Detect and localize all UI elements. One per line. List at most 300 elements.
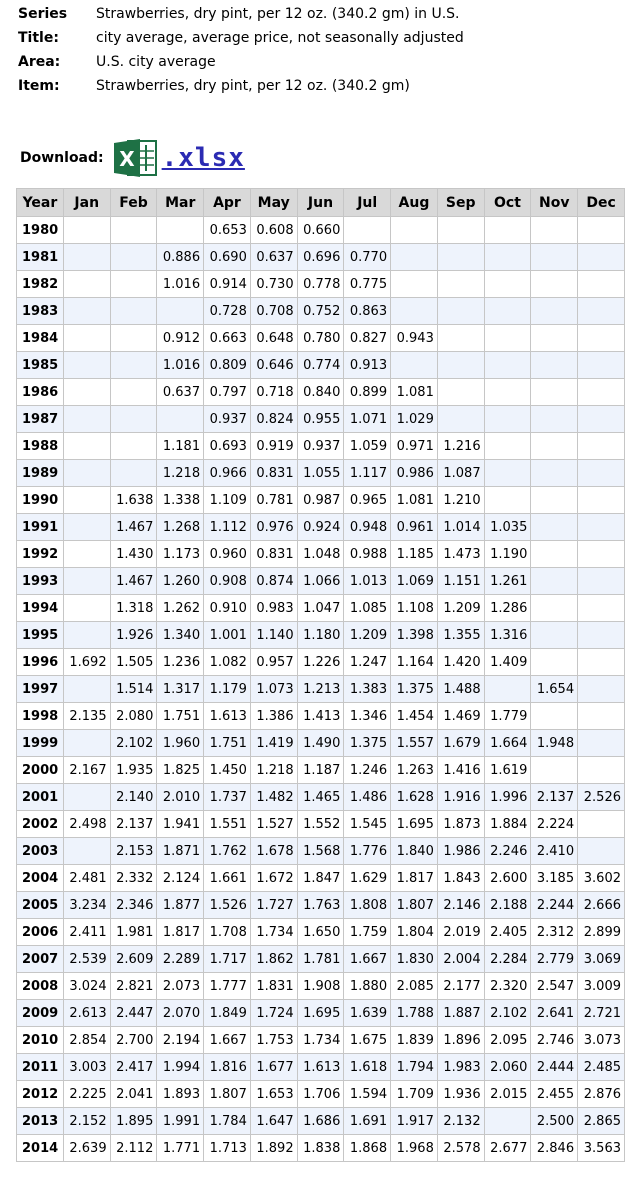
value-cell: [63, 217, 110, 244]
value-cell: 1.759: [344, 919, 391, 946]
value-cell: 1.709: [391, 1081, 438, 1108]
value-cell: 2.085: [391, 973, 438, 1000]
value-cell: 2.405: [484, 919, 531, 946]
value-cell: [531, 271, 578, 298]
value-cell: [157, 406, 204, 433]
value-cell: 0.840: [297, 379, 344, 406]
value-cell: [110, 244, 157, 271]
value-cell: [531, 595, 578, 622]
value-cell: [484, 1108, 531, 1135]
value-cell: 1.180: [297, 622, 344, 649]
table-row: [17, 595, 625, 622]
value-cell: [578, 730, 625, 757]
table-row: [17, 244, 625, 271]
value-cell: 1.450: [204, 757, 251, 784]
value-cell: 1.667: [204, 1027, 251, 1054]
value-cell: 1.779: [484, 703, 531, 730]
value-cell: 1.647: [250, 1108, 297, 1135]
value-cell: 2.447: [110, 1000, 157, 1027]
value-cell: 2.411: [63, 919, 110, 946]
value-cell: 1.877: [157, 892, 204, 919]
value-cell: 1.804: [391, 919, 438, 946]
value-cell: 1.055: [297, 460, 344, 487]
value-cell: 1.527: [250, 811, 297, 838]
table-row: [17, 487, 625, 514]
column-header: Nov: [531, 189, 578, 217]
year-cell: 2009: [17, 1000, 64, 1027]
value-cell: 1.724: [250, 1000, 297, 1027]
value-cell: 2.146: [437, 892, 484, 919]
value-cell: 1.751: [204, 730, 251, 757]
value-cell: 2.666: [578, 892, 625, 919]
year-cell: 1987: [17, 406, 64, 433]
year-cell: 2006: [17, 919, 64, 946]
value-cell: 0.961: [391, 514, 438, 541]
column-header: Jan: [63, 189, 110, 217]
value-cell: 1.613: [297, 1054, 344, 1081]
value-cell: 0.690: [204, 244, 251, 271]
value-cell: 3.003: [63, 1054, 110, 1081]
value-cell: 1.014: [437, 514, 484, 541]
value-cell: [63, 271, 110, 298]
value-cell: 1.948: [531, 730, 578, 757]
value-cell: 2.137: [110, 811, 157, 838]
value-cell: [531, 379, 578, 406]
value-cell: 1.613: [204, 703, 251, 730]
value-cell: 2.641: [531, 1000, 578, 1027]
value-cell: [578, 487, 625, 514]
table-row: [17, 757, 625, 784]
value-cell: 1.816: [204, 1054, 251, 1081]
value-cell: [484, 298, 531, 325]
value-cell: 0.663: [204, 325, 251, 352]
year-cell: 1998: [17, 703, 64, 730]
value-cell: 0.955: [297, 406, 344, 433]
table-row: [17, 541, 625, 568]
value-cell: [484, 460, 531, 487]
value-cell: 0.988: [344, 541, 391, 568]
value-cell: 1.081: [391, 379, 438, 406]
value-cell: 0.831: [250, 460, 297, 487]
value-cell: 0.780: [297, 325, 344, 352]
value-cell: 1.173: [157, 541, 204, 568]
value-cell: 0.966: [204, 460, 251, 487]
value-cell: 1.317: [157, 676, 204, 703]
value-cell: 2.854: [63, 1027, 110, 1054]
table-row: [17, 946, 625, 973]
value-cell: 1.187: [297, 757, 344, 784]
value-cell: 0.863: [344, 298, 391, 325]
table-row: [17, 460, 625, 487]
value-cell: [578, 703, 625, 730]
value-cell: 2.284: [484, 946, 531, 973]
value-cell: 1.482: [250, 784, 297, 811]
value-cell: [437, 325, 484, 352]
value-cell: 0.752: [297, 298, 344, 325]
meta-row-series: [18, 2, 464, 26]
year-cell: 1990: [17, 487, 64, 514]
value-cell: 1.151: [437, 568, 484, 595]
value-cell: [531, 460, 578, 487]
value-cell: 1.677: [250, 1054, 297, 1081]
table-row: [17, 730, 625, 757]
value-cell: 1.619: [484, 757, 531, 784]
value-cell: 1.213: [297, 676, 344, 703]
value-cell: 2.526: [578, 784, 625, 811]
value-cell: 1.734: [297, 1027, 344, 1054]
value-cell: [344, 217, 391, 244]
value-cell: 1.777: [204, 973, 251, 1000]
table-row: [17, 1027, 625, 1054]
year-cell: 1983: [17, 298, 64, 325]
value-cell: 2.041: [110, 1081, 157, 1108]
value-cell: 1.839: [391, 1027, 438, 1054]
year-cell: 1995: [17, 622, 64, 649]
year-cell: 1999: [17, 730, 64, 757]
value-cell: [578, 433, 625, 460]
title-value: city average, average price, not seasonally adjusted: [96, 30, 464, 46]
value-cell: 1.667: [344, 946, 391, 973]
value-cell: 1.013: [344, 568, 391, 595]
value-cell: 1.708: [204, 919, 251, 946]
table-row: [17, 271, 625, 298]
value-cell: 1.247: [344, 649, 391, 676]
value-cell: [157, 217, 204, 244]
value-cell: 0.770: [344, 244, 391, 271]
value-cell: 1.941: [157, 811, 204, 838]
value-cell: 1.409: [484, 649, 531, 676]
value-cell: 1.896: [437, 1027, 484, 1054]
value-cell: 1.209: [344, 622, 391, 649]
value-cell: [578, 325, 625, 352]
value-cell: 1.465: [297, 784, 344, 811]
value-cell: [110, 406, 157, 433]
value-cell: 2.332: [110, 865, 157, 892]
value-cell: 1.262: [157, 595, 204, 622]
value-cell: [531, 514, 578, 541]
value-cell: 2.070: [157, 1000, 204, 1027]
value-cell: [531, 325, 578, 352]
value-cell: 1.338: [157, 487, 204, 514]
table-row: [17, 973, 625, 1000]
value-cell: 1.808: [344, 892, 391, 919]
value-cell: [531, 217, 578, 244]
year-cell: 1988: [17, 433, 64, 460]
value-cell: 2.455: [531, 1081, 578, 1108]
value-cell: [63, 676, 110, 703]
value-cell: 1.908: [297, 973, 344, 1000]
value-cell: 1.209: [437, 595, 484, 622]
year-cell: 1997: [17, 676, 64, 703]
value-cell: [110, 217, 157, 244]
value-cell: [578, 379, 625, 406]
table-row: [17, 433, 625, 460]
value-cell: 2.865: [578, 1108, 625, 1135]
value-cell: 1.873: [437, 811, 484, 838]
year-cell: 1992: [17, 541, 64, 568]
value-cell: [63, 433, 110, 460]
year-cell: 2014: [17, 1135, 64, 1162]
year-cell: 2013: [17, 1108, 64, 1135]
value-cell: 0.827: [344, 325, 391, 352]
value-cell: 1.628: [391, 784, 438, 811]
value-cell: 2.539: [63, 946, 110, 973]
value-cell: [437, 298, 484, 325]
value-cell: 1.654: [531, 676, 578, 703]
value-cell: [578, 406, 625, 433]
year-cell: 1984: [17, 325, 64, 352]
value-cell: 1.112: [204, 514, 251, 541]
value-cell: 0.908: [204, 568, 251, 595]
year-cell: 2010: [17, 1027, 64, 1054]
value-cell: 1.047: [297, 595, 344, 622]
value-cell: 1.807: [204, 1081, 251, 1108]
value-cell: [578, 622, 625, 649]
value-cell: 0.797: [204, 379, 251, 406]
xlsx-download-link[interactable]: .xlsx: [161, 143, 245, 173]
value-cell: [531, 487, 578, 514]
value-cell: 1.117: [344, 460, 391, 487]
year-cell: 1981: [17, 244, 64, 271]
value-cell: [437, 271, 484, 298]
value-cell: 2.289: [157, 946, 204, 973]
value-cell: [110, 460, 157, 487]
series-value: Strawberries, dry pint, per 12 oz. (340.2 gm) in U.S.: [96, 6, 460, 22]
column-header: Jun: [297, 189, 344, 217]
value-cell: 0.637: [250, 244, 297, 271]
value-cell: 2.244: [531, 892, 578, 919]
value-cell: 1.490: [297, 730, 344, 757]
value-cell: 1.505: [110, 649, 157, 676]
value-cell: 1.880: [344, 973, 391, 1000]
item-label: Item:: [18, 78, 60, 94]
value-cell: 0.648: [250, 325, 297, 352]
value-cell: 2.153: [110, 838, 157, 865]
value-cell: [63, 541, 110, 568]
value-cell: 2.821: [110, 973, 157, 1000]
area-label: Area:: [18, 54, 61, 70]
value-cell: 1.794: [391, 1054, 438, 1081]
value-cell: 2.410: [531, 838, 578, 865]
value-cell: [578, 244, 625, 271]
value-cell: 2.779: [531, 946, 578, 973]
value-cell: 0.971: [391, 433, 438, 460]
value-cell: 2.500: [531, 1108, 578, 1135]
year-cell: 2003: [17, 838, 64, 865]
value-cell: [484, 406, 531, 433]
year-cell: 1996: [17, 649, 64, 676]
value-cell: 3.009: [578, 973, 625, 1000]
value-cell: 1.629: [344, 865, 391, 892]
value-cell: 2.102: [484, 1000, 531, 1027]
value-cell: 1.140: [250, 622, 297, 649]
year-cell: 1986: [17, 379, 64, 406]
value-cell: 1.551: [204, 811, 251, 838]
year-cell: 1989: [17, 460, 64, 487]
value-cell: 0.960: [204, 541, 251, 568]
value-cell: [531, 568, 578, 595]
value-cell: 1.753: [250, 1027, 297, 1054]
value-cell: 0.809: [204, 352, 251, 379]
value-cell: 1.413: [297, 703, 344, 730]
value-cell: 1.059: [344, 433, 391, 460]
value-cell: [484, 325, 531, 352]
value-cell: 1.996: [484, 784, 531, 811]
value-cell: 0.874: [250, 568, 297, 595]
value-cell: 1.557: [391, 730, 438, 757]
value-cell: [63, 325, 110, 352]
value-cell: 2.112: [110, 1135, 157, 1162]
value-cell: 1.788: [391, 1000, 438, 1027]
value-cell: 0.948: [344, 514, 391, 541]
value-cell: 0.637: [157, 379, 204, 406]
value-cell: 1.236: [157, 649, 204, 676]
value-cell: 1.983: [437, 1054, 484, 1081]
table-row: [17, 811, 625, 838]
table-row: [17, 325, 625, 352]
value-cell: [578, 541, 625, 568]
value-cell: [578, 514, 625, 541]
value-cell: [531, 649, 578, 676]
value-cell: 2.677: [484, 1135, 531, 1162]
year-cell: 1982: [17, 271, 64, 298]
value-cell: 1.218: [157, 460, 204, 487]
value-cell: 2.746: [531, 1027, 578, 1054]
value-cell: 1.807: [391, 892, 438, 919]
value-cell: [391, 271, 438, 298]
value-cell: 2.167: [63, 757, 110, 784]
value-cell: 1.467: [110, 568, 157, 595]
value-cell: [63, 838, 110, 865]
table-row: [17, 568, 625, 595]
value-cell: [484, 352, 531, 379]
value-cell: [578, 298, 625, 325]
value-cell: 2.188: [484, 892, 531, 919]
value-cell: 2.578: [437, 1135, 484, 1162]
value-cell: 1.679: [437, 730, 484, 757]
value-cell: [110, 352, 157, 379]
value-cell: 1.001: [204, 622, 251, 649]
value-cell: [484, 676, 531, 703]
value-cell: 1.286: [484, 595, 531, 622]
table-row: [17, 298, 625, 325]
value-cell: 1.717: [204, 946, 251, 973]
table-row: [17, 622, 625, 649]
value-cell: 1.849: [204, 1000, 251, 1027]
value-cell: 1.469: [437, 703, 484, 730]
value-cell: 1.675: [344, 1027, 391, 1054]
table-row: [17, 1135, 625, 1162]
value-cell: 1.185: [391, 541, 438, 568]
value-cell: 1.488: [437, 676, 484, 703]
value-cell: 1.016: [157, 271, 204, 298]
column-header: Apr: [204, 189, 251, 217]
value-cell: 1.661: [204, 865, 251, 892]
value-cell: 0.965: [344, 487, 391, 514]
series-metadata: [18, 2, 464, 98]
value-cell: 1.073: [250, 676, 297, 703]
value-cell: 0.957: [250, 649, 297, 676]
value-cell: 1.552: [297, 811, 344, 838]
table-row: [17, 919, 625, 946]
value-cell: 2.015: [484, 1081, 531, 1108]
value-cell: 1.840: [391, 838, 438, 865]
value-cell: 1.071: [344, 406, 391, 433]
value-cell: 1.109: [204, 487, 251, 514]
value-cell: 1.594: [344, 1081, 391, 1108]
column-header: Sep: [437, 189, 484, 217]
value-cell: [578, 568, 625, 595]
value-cell: 2.152: [63, 1108, 110, 1135]
value-cell: 2.140: [110, 784, 157, 811]
value-cell: 2.102: [110, 730, 157, 757]
year-cell: 2000: [17, 757, 64, 784]
year-cell: 1994: [17, 595, 64, 622]
value-cell: 3.185: [531, 865, 578, 892]
series-label: Series: [18, 6, 68, 22]
value-cell: 0.899: [344, 379, 391, 406]
table-row: [17, 1108, 625, 1135]
value-cell: 1.784: [204, 1108, 251, 1135]
value-cell: 2.639: [63, 1135, 110, 1162]
value-cell: 2.080: [110, 703, 157, 730]
value-cell: [437, 352, 484, 379]
value-cell: 1.727: [250, 892, 297, 919]
value-cell: 1.454: [391, 703, 438, 730]
value-cell: 1.843: [437, 865, 484, 892]
value-cell: 1.430: [110, 541, 157, 568]
value-cell: 1.639: [344, 1000, 391, 1027]
value-cell: 3.563: [578, 1135, 625, 1162]
value-cell: [531, 298, 578, 325]
table-row: [17, 406, 625, 433]
value-cell: 0.987: [297, 487, 344, 514]
value-cell: 1.776: [344, 838, 391, 865]
value-cell: 1.085: [344, 595, 391, 622]
value-cell: 1.066: [297, 568, 344, 595]
value-cell: [578, 649, 625, 676]
value-cell: 1.473: [437, 541, 484, 568]
column-header: Jul: [344, 189, 391, 217]
value-cell: 1.825: [157, 757, 204, 784]
value-cell: 2.137: [531, 784, 578, 811]
table-row: [17, 892, 625, 919]
value-cell: [531, 703, 578, 730]
value-cell: 3.024: [63, 973, 110, 1000]
value-cell: 0.910: [204, 595, 251, 622]
year-cell: 2007: [17, 946, 64, 973]
value-cell: 2.004: [437, 946, 484, 973]
value-cell: 2.225: [63, 1081, 110, 1108]
value-cell: 0.886: [157, 244, 204, 271]
value-cell: 1.771: [157, 1135, 204, 1162]
value-cell: 1.260: [157, 568, 204, 595]
value-cell: 2.224: [531, 811, 578, 838]
table-row: [17, 649, 625, 676]
table-row: [17, 676, 625, 703]
excel-icon[interactable]: [110, 133, 160, 183]
value-cell: [578, 460, 625, 487]
column-header: Oct: [484, 189, 531, 217]
value-cell: 1.695: [297, 1000, 344, 1027]
value-cell: 1.664: [484, 730, 531, 757]
value-cell: 0.718: [250, 379, 297, 406]
value-cell: 2.246: [484, 838, 531, 865]
value-cell: [437, 379, 484, 406]
value-cell: 1.981: [110, 919, 157, 946]
value-cell: [63, 487, 110, 514]
value-cell: 2.312: [531, 919, 578, 946]
